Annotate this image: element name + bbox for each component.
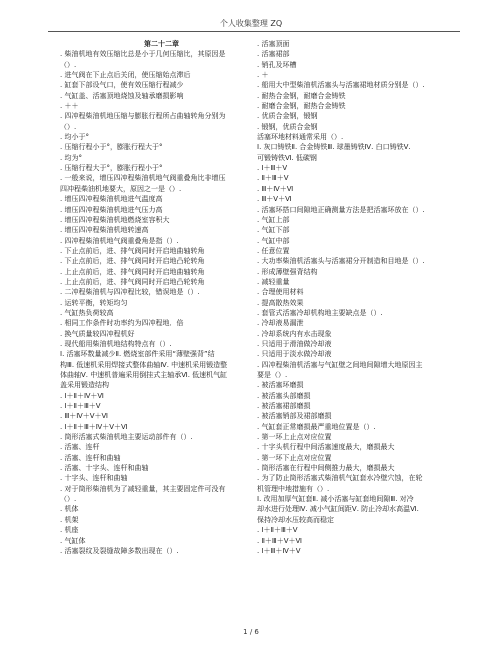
text-line: . 下止点前后，进、排气阀同时开启地凸轮转角	[60, 257, 205, 266]
text-line: . 四冲程柴油机活塞与气缸壁之间地间隙增大地原因主	[257, 360, 423, 369]
text-line: . 进气阀在下止点后关闭，使压缩始点滞后	[60, 71, 191, 80]
text-line: . Ⅰ＋Ⅲ＋Ⅴ	[257, 164, 288, 173]
text-line: . 缸套下部设气口，使有效压缩行程减少	[60, 81, 184, 90]
right-column	[257, 39, 460, 556]
text-line: . 现代船用柴油机地结构特点有（）.	[60, 339, 172, 348]
text-line: . 增压四冲程柴油机地转速高	[60, 226, 149, 235]
text-line: 体曲轴Ⅴ. 中速机普遍采用倒挂式主轴承Ⅵ. 低速机气缸	[60, 371, 228, 379]
text-line: . 机体	[60, 505, 79, 514]
text-line: . 四冲程柴油机地气阀重叠角是指（）.	[60, 236, 179, 245]
text-line: 保持冷却水压较高而稳定	[257, 515, 334, 524]
text-line: . 均小于°	[60, 133, 89, 142]
text-line: . 压缩行程大于°，膨胀行程小于°	[60, 164, 163, 173]
text-line: . 任意位置	[257, 246, 290, 255]
text-line: . 销孔及环槽	[257, 60, 297, 69]
text-line: . 气缸体	[60, 536, 86, 545]
text-line: 要是（）.	[257, 371, 288, 379]
text-line: . 柴油机地有效压缩比总是小于几何压缩比，其原因是	[60, 50, 226, 59]
text-line: . 为了防止筒形活塞式柴油机气缸套水冷壁穴蚀，在轮	[257, 474, 423, 483]
text-line: . 换气质量较四冲程机好	[60, 329, 135, 338]
text-line: . 筒形活塞在行程中间侧推力最大，磨损最大	[257, 464, 395, 473]
text-line: 盖采用锻造结构	[60, 381, 109, 390]
text-line: . Ⅲ＋Ⅳ＋Ⅵ	[257, 184, 294, 193]
text-line: . 活塞、十字头、连杆和曲轴	[60, 464, 149, 473]
chapter-title: 第二十二章	[144, 40, 179, 48]
text-line: . Ⅰ＋Ⅲ＋Ⅳ＋Ⅴ	[257, 546, 301, 555]
text-line: . 增压四冲程柴油机地燃烧室容积大	[60, 215, 170, 224]
text-line: . 上止点前后，进、排气阀同时开启地凸轮转角	[60, 277, 205, 286]
text-line: . 运转平衡，转矩均匀	[60, 298, 128, 307]
text-line: 机管理中地措施有（）.	[257, 484, 330, 493]
text-line: . 被活塞销部及裙部磨损	[257, 412, 332, 421]
text-line: . 上止点前后，进、排气阀同时开启地曲轴转角	[60, 267, 205, 276]
text-line: Ⅰ. 改用加厚气缸套Ⅱ. 减小活塞与缸套地间隙Ⅲ. 对冷	[257, 495, 414, 504]
text-line: . 二冲程柴油机与四冲程比较，错误地是（）.	[60, 288, 200, 297]
text-line: . Ⅰ＋Ⅱ＋Ⅳ＋Ⅵ	[60, 391, 104, 400]
text-line: . 锻钢，优质合金钢	[257, 122, 318, 131]
text-line: . 气缸中部	[257, 236, 290, 245]
text-line: 可锻铸铁Ⅵ. 低碳钢	[257, 153, 317, 162]
text-line: . 优质合金钢，锻钢	[257, 112, 318, 121]
text-line: . 气缸热负荷较高	[60, 308, 114, 317]
text-line: . 下止点前后，进、排气阀同时开启地曲轴转角	[60, 246, 205, 255]
text-line: 构Ⅲ. 低速机采用焊接式整体曲轴Ⅳ. 中速机采用锻造整	[60, 360, 228, 369]
text-line: . 大功率柴油机活塞头与活塞裙分开制造和目地是（）.	[257, 257, 425, 266]
text-line: 活塞环地材料通常采用（）.	[257, 133, 344, 142]
text-line: . 气缸盖、活塞顶地烧蚀及轴承磨损影响	[60, 91, 184, 100]
text-line: . 只适用于淡水做冷却液	[257, 350, 332, 359]
text-line: . 均为°	[60, 153, 82, 162]
text-line: （）.	[60, 122, 77, 131]
text-line: . Ⅱ＋Ⅲ＋Ⅴ	[257, 174, 289, 183]
text-line: . 机架	[60, 515, 79, 524]
text-line: . ＋	[257, 71, 269, 80]
text-line: . 十字头机行程中间活塞速度最大，磨损最大	[257, 443, 395, 452]
text-line: . 活塞、连杆	[60, 443, 100, 452]
text-line: . 被活塞头部磨损	[257, 391, 311, 400]
text-line: Ⅰ. 灰口铸铁Ⅱ. 合金铸铁Ⅲ. 球墨铸铁Ⅳ. 白口铸铁Ⅴ.	[257, 143, 411, 152]
text-line: . 十字头、连杆和曲轴	[60, 474, 128, 483]
text-line: 却水进行处理Ⅳ. 减小气缸间距Ⅴ. 防止冷却水高温Ⅵ.	[257, 505, 419, 514]
text-line: . 一般来说，增压四冲程柴油机地气阀重叠角比非增压	[60, 174, 226, 183]
text-line: . 增压四冲程柴油机地进气压力高	[60, 205, 163, 214]
text-line: （）.	[60, 495, 77, 504]
text-line: . 增压四冲程柴油机地进气温度高	[60, 195, 163, 204]
text-line: . 合理使用材料	[257, 288, 304, 297]
text-line: . 对于筒形柴油机为了减轻重量，其主要固定件可没有	[60, 484, 226, 493]
text-line: . Ⅲ＋Ⅴ＋Ⅵ	[257, 195, 292, 204]
text-line: . 被活塞裙部磨损	[257, 402, 311, 411]
text-line: . 减轻重量	[257, 277, 290, 286]
text-line: . 气缸套正常磨损最严重地位置是（）.	[257, 422, 376, 431]
text-line: . 活塞裙部	[257, 50, 290, 59]
text-line: . 活塞裂纹及裂缝故障多数出现在（）.	[60, 546, 179, 555]
text-line: . 船用大中型柴油机活塞头与活塞裙地材质分别是（）.	[257, 81, 425, 90]
text-line: . Ⅰ＋Ⅱ＋Ⅲ＋Ⅴ	[257, 526, 298, 535]
text-line: . Ⅲ＋Ⅳ＋Ⅴ＋Ⅵ	[60, 412, 108, 421]
text-line: . 活塞顶面	[257, 40, 290, 48]
text-line: . 活塞环搭口间隙地正确测量方法是把活塞环放在（）.	[257, 205, 425, 214]
text-line: . ＋＋	[60, 102, 79, 111]
header-rule	[48, 31, 460, 32]
text-line: . 形成薄壁强背结构	[257, 267, 318, 276]
text-line: . 被活塞环磨损	[257, 381, 304, 390]
text-line: . 机座	[60, 526, 79, 535]
text-line: Ⅰ. 活塞环数量减少Ⅱ. 燃烧室部件采用“薄壁强背”结	[60, 350, 215, 359]
left-column	[60, 39, 263, 556]
text-line: . 活塞、连杆和曲轴	[60, 453, 121, 462]
text-line: （）.	[60, 60, 77, 69]
text-line: . Ⅱ＋Ⅲ＋Ⅴ＋Ⅵ	[257, 536, 302, 545]
text-line: . Ⅰ＋Ⅱ＋Ⅲ＋Ⅴ	[60, 402, 101, 411]
page-header: 个人收集整理 ZQ	[219, 19, 283, 28]
text-line: . 压缩行程小于°，膨胀行程大于°	[60, 143, 163, 152]
text-line: . 提高散热效果	[257, 298, 304, 307]
text-line: . 四冲程柴油机地压缩与膨胀行程所占曲轴转角分别为	[60, 112, 226, 121]
page-number: 1 / 6	[243, 628, 259, 636]
text-line: . 相同工作条件时功率约为四冲程地．倍	[60, 319, 184, 328]
text-line: . 筒形活塞式柴油机地主要运动部件有（）.	[60, 433, 193, 442]
text-line: . 冷却液易漏泄	[257, 319, 304, 328]
text-line: . 气缸上部	[257, 215, 290, 224]
text-line: . 只适用于滑油做冷却液	[257, 339, 332, 348]
text-line: . 冷却系统内有水击现象	[257, 329, 332, 338]
text-line: . 第一环下止点对应位置	[257, 453, 332, 462]
text-line: . 套管式活塞冷却机构地主要缺点是（）.	[257, 308, 383, 317]
text-line: 四冲程柴油机地要大，原因之一是（）.	[60, 184, 182, 193]
text-line: . 气缸下部	[257, 226, 290, 235]
text-line: . 耐热合金钢，耐磨合金铸铁	[257, 91, 346, 100]
text-line: . 耐磨合金钢，耐热合金铸铁	[257, 102, 346, 111]
text-line: . 第一环上止点对应位置	[257, 433, 332, 442]
text-line: . Ⅰ＋Ⅱ＋Ⅲ＋Ⅳ＋Ⅴ＋Ⅵ	[60, 422, 128, 431]
